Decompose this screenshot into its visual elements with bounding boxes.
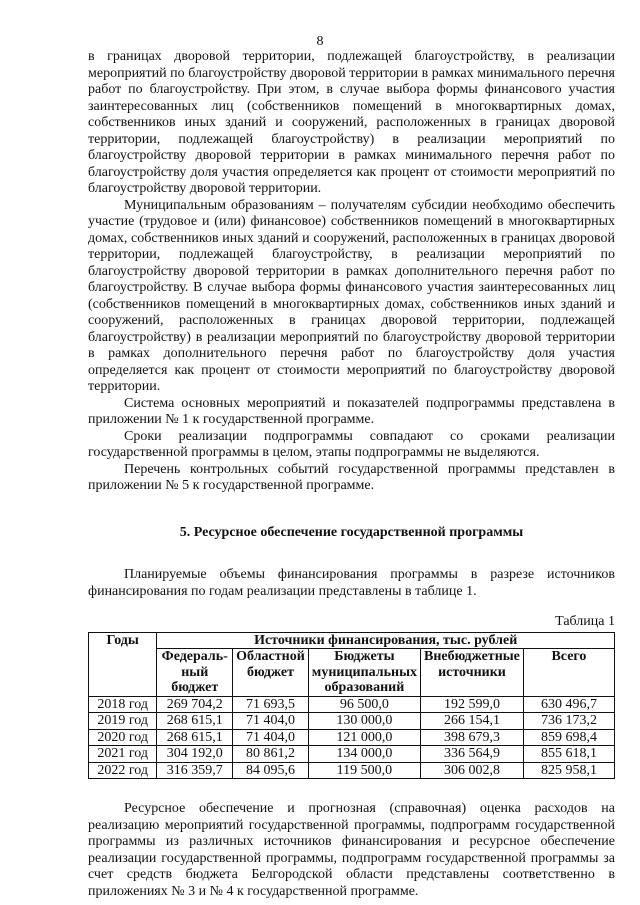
- cell-value: 336 564,9: [421, 746, 524, 763]
- cell-value: 192 599,0: [421, 696, 524, 713]
- table-row: [89, 762, 615, 779]
- cell-value: 266 154,1: [421, 713, 524, 730]
- cell-value: 855 618,1: [523, 746, 614, 763]
- col-header-federal: Федераль-ный бюджет: [157, 649, 233, 697]
- cell-value: 71 404,0: [233, 713, 309, 730]
- document-body: [88, 49, 615, 900]
- paragraph-1: в границах дворовой территории, подлежащей благоустройству, в реализации мероприятий по благоустройству дворовой территории в рамках минимального перечня работ по благоустройству. При этом, в случае выбора формы финансового участия заинтересованных лиц (собственников помещений в многоквартирных домах, собственников иных зданий и сооружений, расположенных в границах дворовой территории, подлежащей благоустройству) в реализации мероприятий по благоустройству дворовой территории в рамках минимального перечня работ по благоустройству доля участия определяется как процент от стоимости мероприятий по благоустройству дворовой территории.: [88, 49, 615, 196]
- cell-value: 736 173,2: [523, 713, 614, 730]
- cell-year: 2022 год: [89, 762, 157, 779]
- financing-table: [88, 632, 615, 780]
- col-header-extrabudget: Внебюджетные источники: [421, 649, 524, 697]
- table-caption: Таблица 1: [555, 614, 615, 629]
- table-row: [89, 713, 615, 730]
- cell-value: 119 500,0: [308, 762, 420, 779]
- cell-value: 96 500,0: [308, 696, 420, 713]
- cell-value: 71 404,0: [233, 729, 309, 746]
- cell-value: 304 192,0: [157, 746, 233, 763]
- table-row: [89, 746, 615, 763]
- paragraph-2: Муниципальным образованиям – получателям субсидии необходимо обеспечить участие (трудовое и (или) финансовое) собственников помещений в многоквартирных домах, собственников иных зданий и сооружений, расположенных в границах дворовой территории, подлежащей благоустройству, в реализации мероприятий по благоустройству дворовой территории в рамках дополнительного перечня работ по благоустройству. В случае выбора формы финансового участия заинтересованных лиц (собственников помещений в многоквартирных домах, собственников иных зданий и сооружений, расположенных в границах дворовой территории, подлежащей благоустройству) в реализации мероприятий по благоустройству дворовой территории в рамках дополнительного перечня работ по благоустройству доля участия определяется как процент от стоимости мероприятий по благоустройству дворовой территории.: [88, 197, 615, 394]
- page-number: 8: [316, 34, 324, 49]
- cell-value: 269 704,2: [157, 696, 233, 713]
- cell-value: 134 000,0: [308, 746, 420, 763]
- group-header: Источники финансирования, тыс. рублей: [157, 632, 615, 649]
- cell-value: 130 000,0: [308, 713, 420, 730]
- closing-paragraph: Ресурсное обеспечение и прогнозная (справочная) оценка расходов на реализацию мероприятий государственной программы, подпрограмм государственной программы из различных источников финансирования и ресурсное обеспечение реализации государственной программы, подпрограмм государственной программы за счет средств бюджета Белгородской области представлены соответственно в приложениях № 3 и № 4 к государственной программе.: [88, 801, 615, 899]
- cell-value: 316 359,7: [157, 762, 233, 779]
- cell-value: 398 679,3: [421, 729, 524, 746]
- cell-year: 2019 год: [89, 713, 157, 730]
- cell-value: 825 958,1: [523, 762, 614, 779]
- table-row: [89, 696, 615, 713]
- section-title: 5. Ресурсное обеспечение государственной программы: [179, 524, 524, 540]
- cell-value: 630 496,7: [523, 696, 614, 713]
- cell-value: 80 861,2: [233, 746, 309, 763]
- paragraph-5: Перечень контрольных событий государственной программы представлен в приложении № 5 к государственной программе.: [88, 461, 615, 493]
- cell-year: 2020 год: [89, 729, 157, 746]
- paragraph-4: Сроки реализации подпрограммы совпадают со сроками реализации государственной программы в целом, этапы подпрограммы не выделяются.: [88, 428, 615, 460]
- cell-year: 2021 год: [89, 746, 157, 763]
- cell-value: 268 615,1: [157, 729, 233, 746]
- col-header-total: Всего: [523, 649, 614, 697]
- paragraph-3: Система основных мероприятий и показателей подпрограммы представлена в приложении № 1 к государственной программе.: [88, 395, 615, 427]
- col-header-regional: Областной бюджет: [233, 649, 309, 697]
- cell-value: 859 698,4: [523, 729, 614, 746]
- cell-value: 84 095,6: [233, 762, 309, 779]
- cell-value: 268 615,1: [157, 713, 233, 730]
- col-header-municipal: Бюджеты муниципальных образований: [308, 649, 420, 697]
- cell-value: 71 693,5: [233, 696, 309, 713]
- intro-paragraph: Планируемые объемы финансирования программы в разрезе источников финансирования по годам реализации представлены в таблице 1.: [88, 567, 615, 599]
- cell-year: 2018 год: [89, 696, 157, 713]
- cell-value: 306 002,8: [421, 762, 524, 779]
- year-header: Годы: [89, 632, 157, 696]
- table-row: [89, 729, 615, 746]
- cell-value: 121 000,0: [308, 729, 420, 746]
